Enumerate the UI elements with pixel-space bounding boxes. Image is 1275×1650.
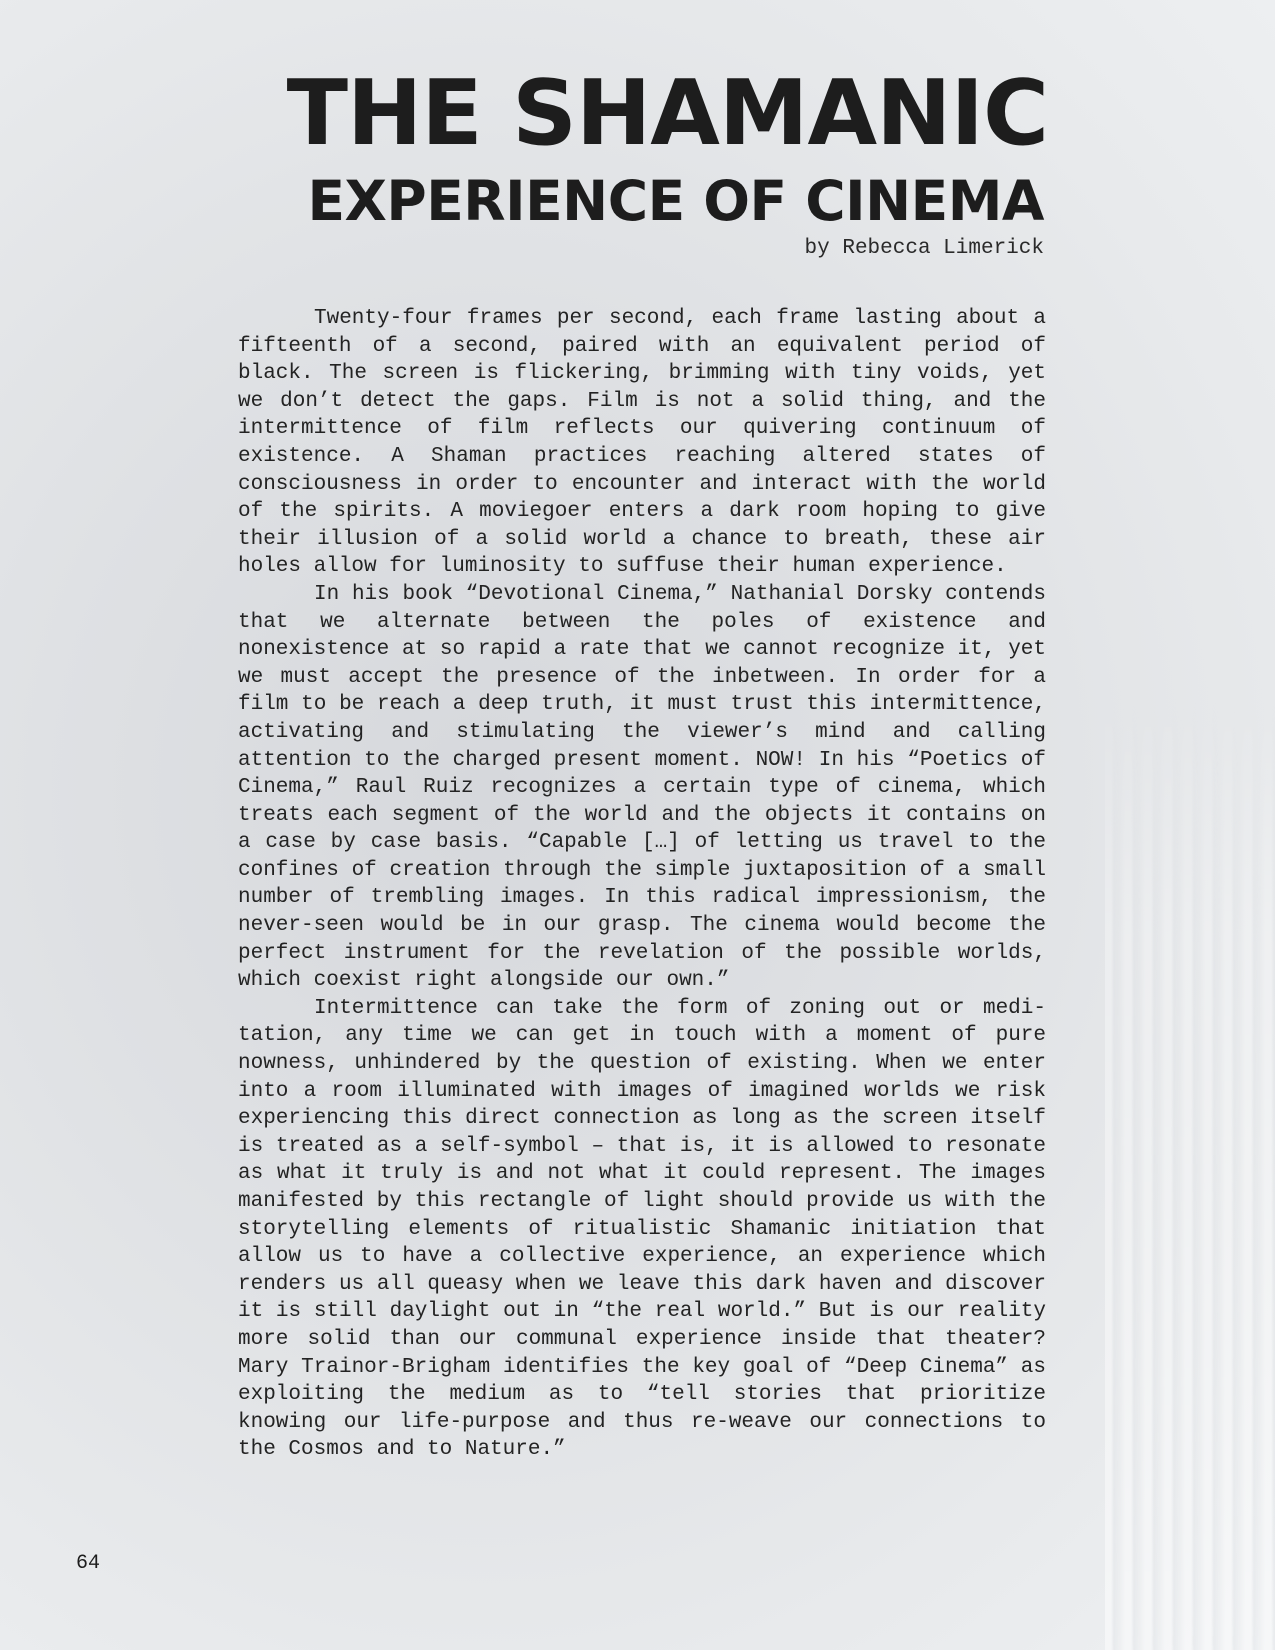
paragraph-3: Intermittence can take the form of zoning out or meditation, any time we can get in touch with a moment of pure nowness, unhindered by the question of existing. When we enter into a room illuminated with images of imagined worlds we risk experiencing this direct connection as long as the screen itself is treated as a self-symbol – that is, it is allowed to resonate as what it truly is and not what it could represent. The images manifested by this rectangle of light should provide us with the storytelling elements of ritualistic Shamanic initiation that allow us to have a collective experience, an experience which renders us all queasy when we leave this dark haven and discover it is still daylight out in “the real world.” But is our reality more solid than our communal experience inside that theater? Mary Trainor-Brigham identifies the key goal of “Deep Cinema” as exploiting the medium as to “tell stories that prioritize knowing our life-purpose and thus re-weave our connections to the Cosmos and to Nature.” — [238, 996, 1046, 1462]
curtain-background — [1105, 700, 1275, 1650]
paragraph-2: In his book “Devotional Cinema,” Nathanial Dorsky contends that we alternate between the poles of existence and nonexistence at so rapid a rate that we cannot recognize it, yet we must accept the presence of the inbetween. In order for a film to be reach a deep truth, it must trust this intermittence, activating and stimulating the viewer’s mind and calling attention to the charged present moment. NOW! In his “Poetics of Cinema,” Raul Ruiz recognizes a certain type of cinema, which treats each segment of the world and the objects it contains on a case by case basis. “Capable […] of letting us travel to the confines of creation through the simple juxtaposition of a small number of trembling images. In this radical impressionism, the never-seen would be in our grasp. The cinema would become the perfect instrument for the revelation of the possible worlds, which coexist right alongside our own.” — [238, 582, 1046, 993]
page-number: 64 — [76, 1552, 101, 1575]
title-line-2: EXPERIENCE OF CINEMA — [307, 169, 1044, 233]
paragraph-1: Twenty-four frames per second, each frame lasting about a fifteenth of a second, paired with an equivalent period of black. The screen is flickering, brimming with tiny voids, yet we don’t detect the gaps. Film is not a solid thing, and the intermittence of film reflects our quivering continuum of existence. A Shaman practices reaching altered states of consciousness in order to encounter and interact with the world of the spirits. A moviegoer enters a dark room hoping to give their illusion of a solid world a chance to breath, these air holes allow for luminosity to suffuse their human experience. — [238, 307, 1046, 579]
article-body — [238, 305, 1046, 1464]
title-line-1: THE SHAMANIC — [286, 61, 1048, 166]
byline: by Rebecca Limerick — [804, 237, 1044, 260]
